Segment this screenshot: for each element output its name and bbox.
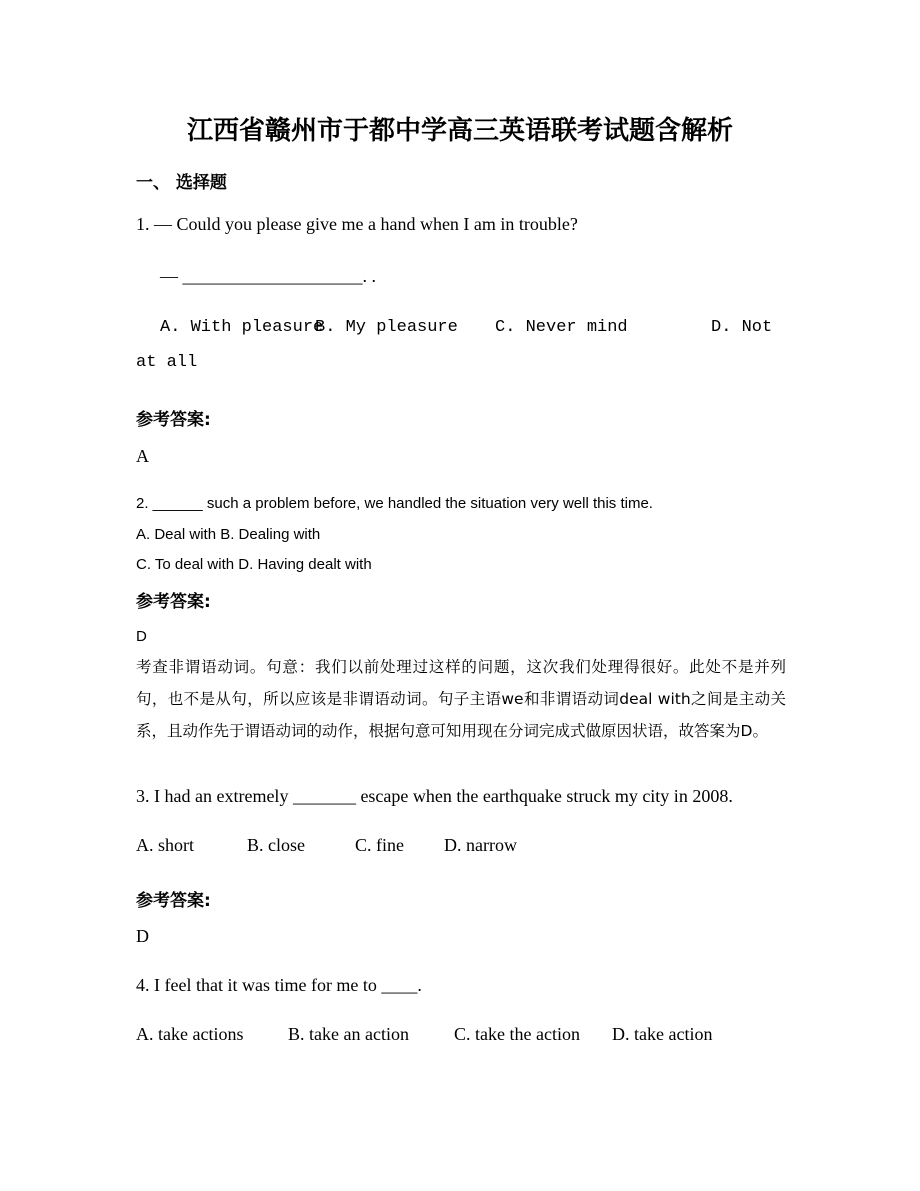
question-1-reply: — ____________________. . <box>160 266 376 286</box>
question-4-option-b: B. take an action <box>288 1024 409 1044</box>
question-1-stem: 1. — Could you please give me a hand when I am in trouble? <box>136 214 578 234</box>
question-1-option-c: C. Never mind <box>495 318 628 337</box>
question-2-explanation: 考查非谓语动词。句意：我们以前处理过这样的问题，这次我们处理得很好。此处不是并列句，也不是从句，所以应该是非谓语动词。句子主语we和非谓语动词deal with之间是主动关系，且动作先于谓语动词的动作，根据句意可知用现在分词完成式做原因状语，故答案为D。 <box>136 658 786 740</box>
question-3-option-d: D. narrow <box>444 835 517 855</box>
question-1-answer-label: 参考答案: <box>136 410 211 430</box>
question-1-answer: A <box>136 446 149 466</box>
question-2-options-line-2: C. To deal with D. Having dealt with <box>136 556 372 573</box>
question-4-stem: 4. I feel that it was time for me to ____. <box>136 975 422 995</box>
question-4-option-c: C. take the action <box>454 1024 580 1044</box>
page-title: 江西省赣州市于都中学高三英语联考试题含解析 <box>186 116 733 146</box>
question-1-option-d: D. Not <box>711 318 773 337</box>
question-3-stem: 3. I had an extremely _______ escape when the earthquake struck my city in 2008. <box>136 786 733 806</box>
question-3-option-b: B. close <box>247 835 305 855</box>
question-1-option-d-continued: at all <box>136 353 198 372</box>
question-4-option-a: A. take actions <box>136 1024 244 1044</box>
question-3-answer-label: 参考答案: <box>136 891 211 911</box>
question-1-option-b: B. My pleasure <box>315 318 458 337</box>
question-2-options-line-1: A. Deal with B. Dealing with <box>136 526 321 543</box>
question-2-answer: D <box>136 628 147 645</box>
question-3-answer: D <box>136 926 149 946</box>
question-1-option-a: A. With pleasure <box>160 318 324 337</box>
question-3-option-c: C. fine <box>355 835 404 855</box>
question-2-stem: 2. ______ such a problem before, we handled the situation very well this time. <box>136 495 653 512</box>
question-4-option-d: D. take action <box>612 1024 713 1044</box>
section-heading: 一、 选择题 <box>136 173 227 193</box>
question-3-option-a: A. short <box>136 835 194 855</box>
question-2-answer-label: 参考答案: <box>136 592 211 612</box>
